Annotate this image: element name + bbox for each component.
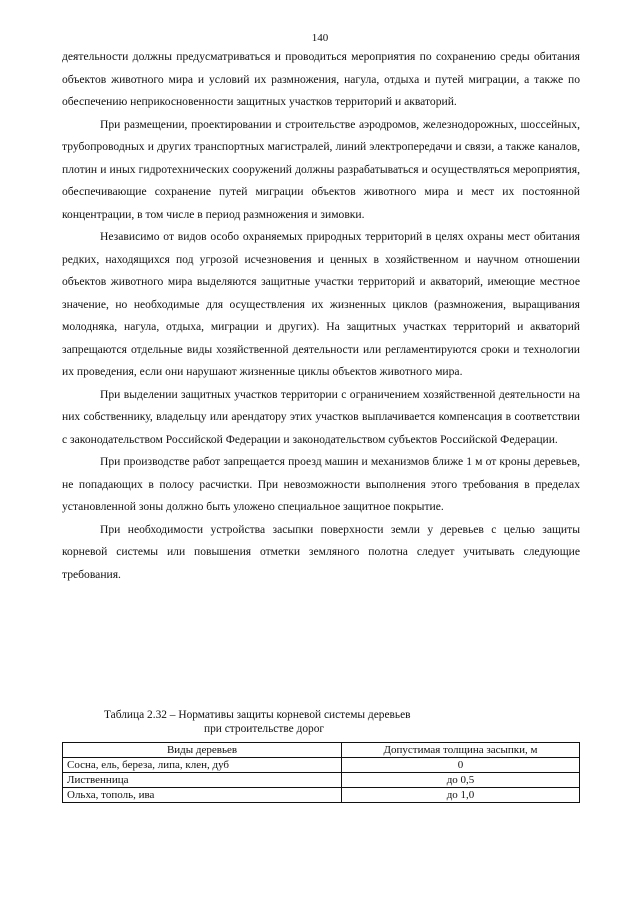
cell-tree-species: Ольха, тополь, ива <box>63 788 342 803</box>
table-caption-line2: при строительстве дорог <box>204 722 325 735</box>
table-row <box>63 773 580 788</box>
body-text <box>62 46 580 586</box>
table-caption <box>104 709 524 736</box>
paragraph-compensation: При выделении защитных участков территории с ограничением хозяйственной деятельности на них собственнику, владельцу или арендатору этих участков выплачивается компенсация в соответствии с законодательством Российской Федерации и законодательством субъектов Российской Федерации. <box>62 387 580 446</box>
cell-backfill-thickness: 0 <box>342 758 580 773</box>
cell-backfill-thickness: до 0,5 <box>342 773 580 788</box>
table-row <box>63 788 580 803</box>
cell-tree-species: Лиственница <box>63 773 342 788</box>
tree-root-protection-table <box>62 742 580 803</box>
table-caption-line1: Таблица 2.32 – Нормативы защиты корневой системы деревьев <box>104 709 411 721</box>
page-number: 140 <box>311 32 329 44</box>
paragraph-machinery: При производстве работ запрещается проезд машин и механизмов ближе 1 м от кроны деревьев, не попадающих в полосу расчистки. При невозможности выполнения этого требования в пределах установленной зоны должно быть уложено специальное защитное покрытие. <box>62 455 580 513</box>
cell-tree-species: Сосна, ель, береза, липа, клен, дуб <box>63 758 342 773</box>
header-tree-species: Виды деревьев <box>63 743 342 758</box>
table-header-row <box>63 743 580 758</box>
header-backfill-thickness: Допустимая толщина засыпки, м <box>342 743 580 758</box>
paragraph-construction: При размещении, проектировании и строительстве аэродромов, железнодорожных, шоссейных, трубопроводных и других транспортных магистралей, линий электропередачи и связи, а также каналов, плотин и иных гидротехнических сооружений должны разрабатываться и осуществляться мероприятия, обеспечивающие сохранение путей миграции объектов животного мира и мест их постоянной концентрации, в том числе в период размножения и зимовки. <box>62 117 580 221</box>
paragraph-backfill: При необходимости устройства засыпки поверхности земли у деревьев с целью защиты корневой системы или повышения отметки земляного полотна следует учитывать следующие требования. <box>62 522 580 581</box>
cell-backfill-thickness: до 1,0 <box>342 788 580 803</box>
table-row <box>63 758 580 773</box>
paragraph-protected-areas: Независимо от видов особо охраняемых природных территорий в целях охраны мест обитания редких, находящихся под угрозой исчезновения и ценных в хозяйственном и научном отношении объектов животного мира выделяются защитные участки территорий и акваторий, имеющие местное значение, но необходимые для осуществления их жизненных циклов (размножения, выращивания молодняка, нагула, отдыха, миграции и других). На защитных участках территорий и акваторий запрещаются отдельные виды хозяйственной деятельности или регламентируются сроки и технологии их проведения, если они нарушают жизненные циклы объектов животного мира. <box>62 230 580 378</box>
paragraph-continuation: деятельности должны предусматриваться и проводиться мероприятия по сохранению среды обитания объектов животного мира и условий их размножения, нагула, отдыха и путей миграции, а также по обеспечению неприкосновенности защитных участков территорий и акваторий. <box>62 50 580 108</box>
